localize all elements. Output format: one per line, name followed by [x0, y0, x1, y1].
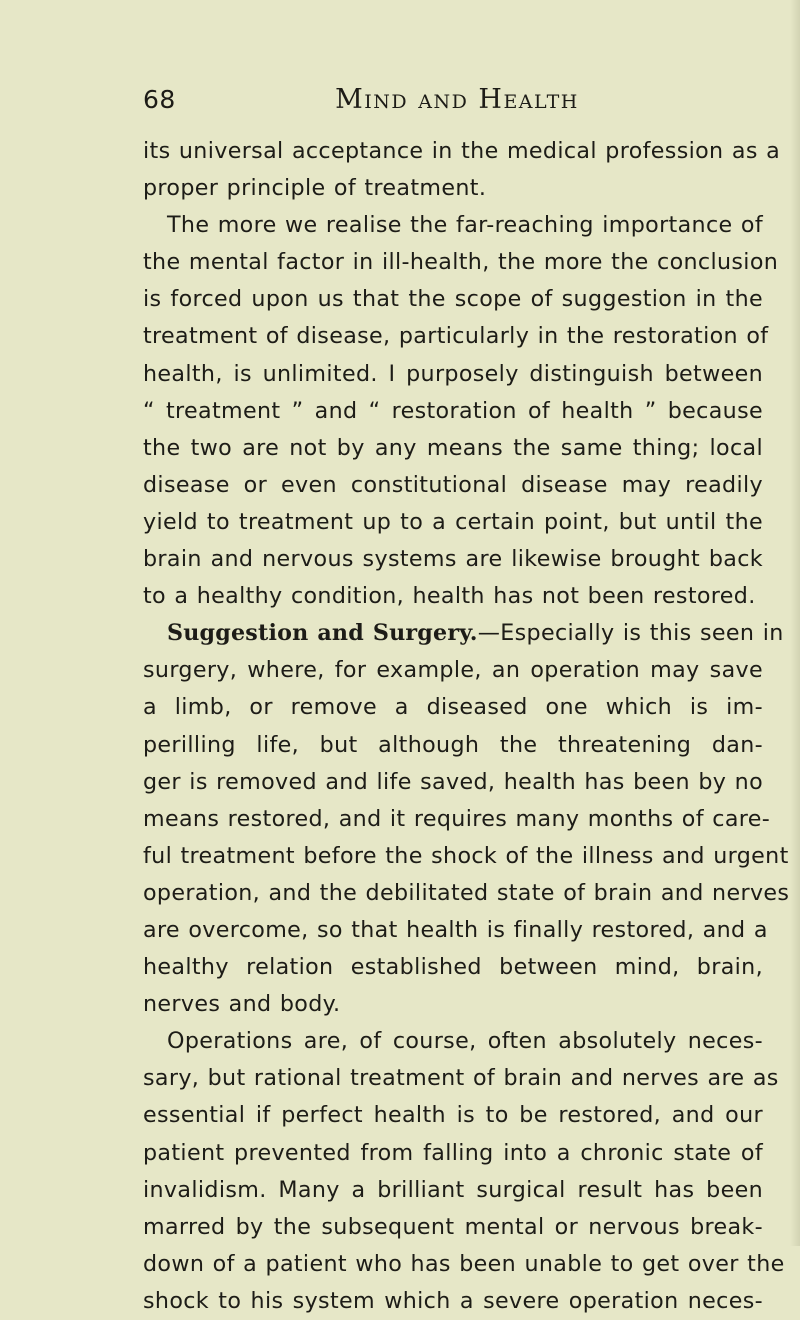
text-line: perilling life, but although the threatening dan-: [143, 731, 763, 758]
text-line: The more we realise the far-reaching importance of: [167, 212, 763, 239]
paragraph-1: [143, 133, 781, 207]
sidehead-continuation: —Especially is this seen in: [477, 620, 784, 647]
paragraph-2: [143, 207, 779, 615]
text-line: health, is unlimited. I purposely distinguish between: [143, 360, 763, 387]
text-line: its universal acceptance in the medical profession as a: [143, 138, 781, 164]
text-line: ful treatment before the shock of the illness and urgent: [143, 842, 789, 869]
text-line: ger is removed and life saved, health has been by no: [143, 768, 764, 795]
text-line: brain and nervous systems are likewise brought back: [143, 546, 763, 573]
text-line: operation, and the debilitated state of brain and nerves: [143, 879, 790, 906]
text-line: [143, 615, 784, 652]
text-line: proper principle of treatment.: [143, 175, 487, 202]
section-sidehead: Suggestion and Surgery.: [167, 620, 478, 647]
text-line: marred by the subsequent mental or nervous break-: [143, 1213, 763, 1240]
running-title: Mind and Health: [335, 84, 579, 115]
text-line: yield to treatment up to a certain point, but until the: [143, 508, 763, 535]
text-line: “ treatment ” and “ restoration of health ” because: [143, 397, 763, 424]
text-line: patient prevented from falling into a chronic state of: [143, 1139, 763, 1166]
text-line: nerves and body.: [143, 991, 341, 1018]
text-line: disease or even constitutional disease may readily: [143, 471, 763, 498]
text-line: are overcome, so that health is finally restored, and a: [143, 916, 768, 943]
body-text: [143, 133, 790, 1320]
text-line: down of a patient who has been unable to get over the: [143, 1250, 785, 1277]
text-line: to a healthy condition, health has not been restored.: [143, 583, 756, 610]
text-line: Operations are, of course, often absolutely neces-: [167, 1028, 763, 1055]
paragraph-3: [143, 615, 790, 1023]
page-edge-shadow: [790, 0, 800, 1246]
text-line: healthy relation established between mind, brain,: [143, 954, 763, 981]
text-line: essential if perfect health is to be restored, and our: [143, 1102, 763, 1129]
paragraph-4: [143, 1023, 785, 1320]
text-line: shock to his system which a severe operation neces-: [143, 1287, 763, 1314]
text-line: is forced upon us that the scope of suggestion in the: [143, 286, 763, 313]
page-header: [143, 80, 763, 120]
text-line: invalidism. Many a brilliant surgical result has been: [143, 1176, 763, 1203]
text-line: means restored, and it requires many months of care-: [143, 805, 771, 832]
page-number: 68: [143, 85, 176, 114]
text-line: sary, but rational treatment of brain and nerves are as: [143, 1065, 779, 1092]
text-line: treatment of disease, particularly in the restoration of: [143, 323, 769, 350]
text-line: the mental factor in ill-health, the more the conclusion: [143, 249, 779, 276]
text-line: surgery, where, for example, an operation may save: [143, 657, 763, 684]
text-line: the two are not by any means the same thing; local: [143, 434, 763, 461]
text-line: a limb, or remove a diseased one which is im-: [143, 694, 763, 721]
